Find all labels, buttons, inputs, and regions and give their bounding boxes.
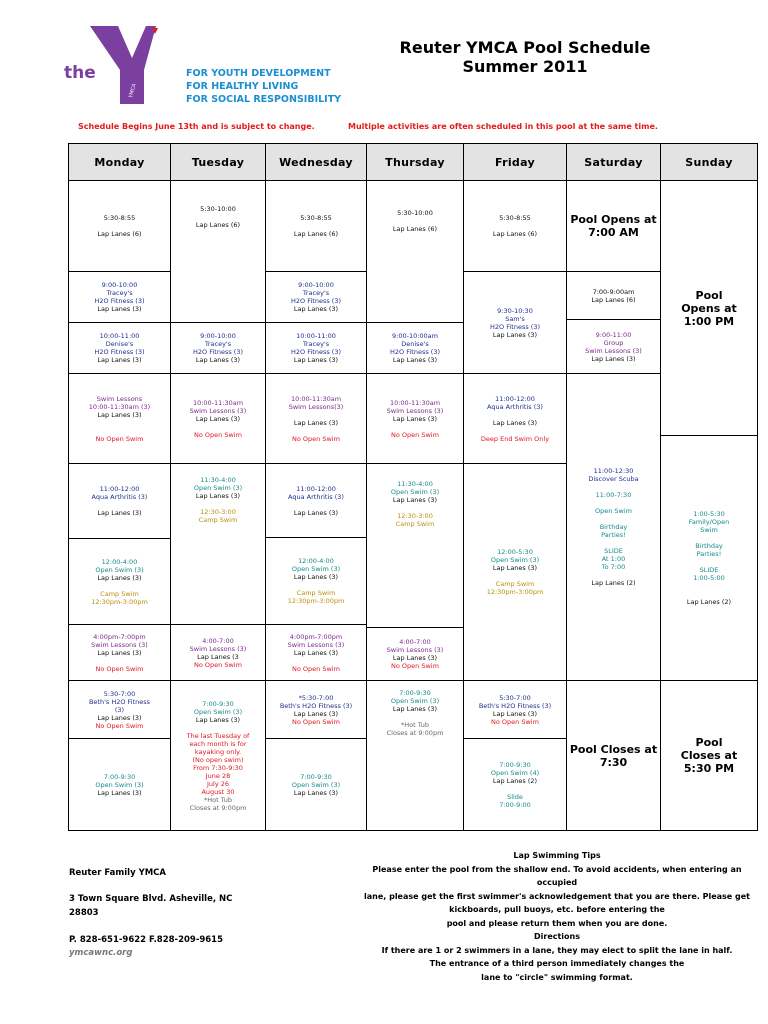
cell-line: Lap Lanes (6) — [97, 230, 142, 238]
cell-line: 1:00-5:30 — [693, 510, 725, 518]
schedule-cell — [367, 323, 464, 374]
cell-line: No Open Swim — [95, 664, 144, 673]
cell-line: Lap Lanes (3) — [392, 654, 438, 662]
cell-line: H2O Fitness (3) — [390, 348, 440, 356]
schedule-cell — [567, 272, 661, 320]
tips-line: lane to "circle" swimming format. — [481, 972, 633, 982]
schedule-cell — [567, 681, 661, 831]
cell-line: *5:30-7:00 — [298, 693, 334, 702]
cell-line: Beth's H2O Fitness — [88, 697, 151, 706]
cell-line: No Open Swim — [292, 664, 340, 673]
schedule-cell — [464, 681, 567, 739]
cell-line: Open Swim (4) — [490, 768, 540, 777]
cell-line: 7:00 AM — [588, 226, 639, 239]
cell-line: Lap Lanes (6) — [293, 230, 339, 238]
cell-line: At 1:00 — [601, 555, 626, 563]
cell-line: Beth's H2O Fitness (3) — [279, 701, 353, 710]
schedule-note: Schedule Begins June 13th and is subject to change. — [78, 122, 315, 131]
cell-line: Open Swim (3) — [95, 780, 144, 789]
cell-line: SLIDE — [699, 566, 719, 574]
cell-line: Lap Lanes (3) — [293, 709, 339, 718]
cell-line: Camp Swim — [100, 589, 139, 598]
day-header-tuesday: Tuesday — [171, 144, 266, 181]
schedule-cell — [69, 464, 171, 539]
cell-line: Open Swim (3) — [291, 565, 341, 573]
cell-line: SLIDE — [604, 547, 623, 555]
day-header-sunday: Sunday — [661, 144, 757, 181]
schedule-cell — [567, 181, 661, 272]
address-line-2: 28803 — [69, 908, 99, 918]
schedule-cell — [171, 181, 266, 323]
schedule-cell — [171, 464, 266, 625]
ymca-name: Reuter Family YMCA — [69, 868, 166, 878]
page-title — [390, 38, 660, 76]
cell-line: Birthday — [695, 542, 723, 550]
cell-line: H2O Fitness (3) — [94, 297, 145, 305]
schedule-cell — [69, 272, 171, 323]
phone-fax: P. 828-651-9622 F.828-209-9615 — [69, 935, 224, 945]
cell-line: 7:00-9:30 — [103, 772, 136, 781]
cell-line: 11:00-12:00 — [495, 394, 535, 403]
cell-line: The last Tuesday of — [186, 731, 250, 740]
schedule-cell — [266, 323, 367, 374]
cell-line: 7:00-9:00am — [592, 287, 635, 296]
cell-line: Deep End Swim Only — [480, 434, 550, 443]
schedule-cell — [367, 374, 464, 464]
cell-line: Lap Lanes (3) — [492, 418, 538, 427]
schedule-cell — [567, 374, 661, 681]
cell-line: Pool — [695, 288, 723, 302]
cell-line: Lap Lanes (3) — [591, 354, 636, 363]
cell-line: 7:30 — [599, 755, 628, 769]
cell-line: Lap Lanes (2) — [686, 598, 732, 606]
cell-line: each month is for — [189, 739, 247, 748]
cell-line: From 7:30-9:30 — [193, 763, 243, 772]
cell-line: 9:00-10:00 — [200, 332, 236, 340]
logo-word: the — [64, 63, 96, 83]
tagline-3: FOR SOCIAL RESPONSIBILITY — [186, 94, 342, 105]
cell-line: 11:00-12:00 — [99, 485, 140, 493]
cell-line: Open Swim (3) — [193, 484, 243, 492]
cell-line: Open Swim (3) — [95, 565, 144, 574]
cell-line: 10:00-11:30am — [192, 398, 244, 407]
cell-line: Pool Opens at — [570, 213, 657, 226]
cell-line: Lap Lanes (3) — [97, 788, 142, 797]
schedule-cell — [661, 436, 757, 681]
cell-line: Lap Lanes (3) — [195, 492, 241, 500]
schedule-cell — [266, 681, 367, 739]
cell-line: (No open swim) — [192, 755, 244, 764]
tips-line: Please enter the pool from the shallow end. To avoid accidents, when entering an occupied — [372, 864, 742, 887]
cell-line: 9:00-11:00 — [595, 330, 632, 339]
cell-line: No Open Swim — [491, 717, 539, 726]
cell-line: Lap Lanes (3) — [293, 418, 339, 427]
cell-line: Pool — [695, 736, 723, 749]
cell-line: 9:00-10:00 — [101, 281, 138, 289]
cell-line: Opens at — [681, 301, 737, 315]
tips-heading: Lap Swimming Tips — [513, 851, 601, 860]
cell-line: Swim Lessons (3) — [189, 406, 247, 415]
cell-line: Tracey's — [302, 289, 330, 297]
schedule-cell — [69, 625, 171, 681]
cell-line: August 30 — [201, 787, 235, 796]
cell-line: Open Swim (3) — [390, 488, 440, 496]
cell-line: 10:00-11:00 — [296, 332, 336, 340]
cell-line: Lap Lanes (3) — [392, 356, 438, 364]
schedule-cell — [171, 374, 266, 464]
cell-line: Lap Lanes (3) — [195, 414, 241, 423]
day-header-monday: Monday — [69, 144, 171, 181]
cell-line: Camp Swim — [198, 516, 238, 524]
schedule-cell — [266, 625, 367, 681]
cell-line: 4:00-7:00 — [202, 636, 234, 645]
cell-line: Lap Lanes (3) — [392, 705, 438, 713]
cell-line: Aqua Arthritis (3) — [487, 402, 543, 411]
schedule-cell — [69, 539, 171, 625]
cell-line: Camp Swim — [395, 520, 435, 528]
cell-line: Denise's — [105, 340, 134, 348]
cell-line: *Hot Tub — [401, 721, 429, 729]
cell-line: Open Swim — [594, 507, 632, 515]
cell-line: To 7:00 — [601, 563, 626, 571]
cell-line: Lap Lanes (3) — [97, 509, 142, 517]
cell-line: Tracey's — [302, 340, 330, 348]
cell-line: 4:00pm-7:00pm — [289, 632, 343, 641]
cell-line: Lap Lanes (3) — [195, 715, 241, 724]
cell-line: 5:30-7:00 — [103, 689, 136, 698]
cell-line: H2O Fitness (3) — [94, 348, 145, 356]
tips-line: kickboards, pull buoys, etc. before entering the — [449, 905, 665, 914]
cell-line: 5:30-8:55 — [300, 214, 332, 222]
cell-line: Lap Lanes (6) — [195, 221, 241, 229]
schedule-table — [68, 143, 758, 831]
cell-line: Open Swim (3) — [193, 707, 243, 716]
cell-line: 5:30-10:00 — [200, 205, 236, 213]
cell-line: Aqua Arthritis (3) — [91, 493, 148, 501]
cell-line: No Open Swim — [391, 662, 439, 670]
cell-line: 7:00-9:30 — [499, 760, 531, 769]
cell-line: Lap Lanes (3) — [392, 414, 438, 423]
cell-line: Swim Lessons(3) — [288, 402, 344, 411]
schedule-cell — [464, 464, 567, 681]
cell-line: 12:00-4:00 — [101, 557, 138, 566]
day-header-wednesday: Wednesday — [266, 144, 367, 181]
schedule-cell — [464, 374, 567, 464]
cell-line: Lap Lanes (3) — [492, 564, 538, 572]
cell-line: Lap Lanes (3) — [97, 573, 142, 582]
cell-line: 5:30-10:00 — [397, 209, 433, 217]
cell-line: Pool Closes at — [569, 742, 658, 756]
cell-line: 11:30-4:00 — [397, 480, 433, 488]
cell-line: 4:00pm-7:00pm — [93, 632, 146, 641]
cell-line: Closes at 9:00pm — [189, 803, 247, 812]
cell-line: Swim Lessons (3) — [585, 346, 642, 355]
cell-line: Tracey's — [106, 289, 133, 297]
tips-line: pool and please return them when you are done. — [446, 918, 668, 928]
title-line-1: Reuter YMCA Pool Schedule — [399, 38, 651, 57]
cell-line: 12:30pm-3:00pm — [287, 597, 345, 605]
schedule-cell — [171, 625, 266, 681]
cell-line: Lap Lanes (3) — [293, 573, 339, 581]
schedule-cell — [464, 739, 567, 831]
cell-line: 11:00-12:30 — [593, 467, 634, 475]
cell-line: Lap Lanes (3) — [97, 713, 142, 722]
cell-line: No Open Swim — [194, 660, 242, 669]
cell-line: Open Swim (3) — [490, 556, 540, 564]
cell-line: Lap Lanes (3) — [293, 648, 339, 657]
cell-line: 11:00-7:30 — [595, 491, 632, 499]
schedule-cell — [567, 320, 661, 374]
cell-line: Lap Lanes (3) — [195, 356, 241, 364]
cell-line: Lap Lanes (6) — [492, 230, 538, 238]
cell-line: H2O Fitness (3) — [291, 348, 341, 356]
cell-line: 10:00-11:30am (3) — [88, 402, 151, 411]
address-line-1: 3 Town Square Blvd. Asheville, NC — [69, 894, 233, 904]
cell-line: 11:30-4:00 — [200, 476, 236, 484]
cell-line: Lap Lanes (3 — [197, 652, 239, 661]
cell-line: 7:00-9:00 — [499, 800, 531, 809]
cell-line: Lap Lanes (3) — [293, 305, 339, 313]
cell-line: No Open Swim — [292, 717, 340, 726]
cell-line: Lap Lanes (2) — [492, 776, 538, 785]
cell-line: 12:30pm-3:00pm — [486, 588, 544, 596]
schedule-cell — [661, 681, 757, 831]
cell-line: Parties! — [601, 531, 626, 539]
cell-line: 10:00-11:30am — [389, 398, 441, 407]
cell-line: H2O Fitness (3) — [490, 322, 540, 331]
cell-line: Closes at 9:00pm — [386, 729, 444, 737]
schedule-cell — [69, 374, 171, 464]
schedule-cell — [266, 739, 367, 831]
cell-line: Lap Lanes (3) — [97, 648, 142, 657]
cell-line: 12:00-5:30 — [497, 548, 533, 556]
cell-line: *Hot Tub — [204, 795, 232, 804]
cell-line: Parties! — [696, 550, 722, 558]
cell-line: No Open Swim — [194, 430, 242, 439]
schedule-cell — [367, 681, 464, 831]
schedule-cell — [464, 181, 567, 272]
day-header-friday: Friday — [464, 144, 567, 181]
cell-line: Lap Lanes (6) — [591, 295, 636, 304]
cell-line: Group — [603, 338, 624, 347]
cell-line: 7:00-9:30 — [399, 689, 431, 697]
schedule-cell — [69, 739, 171, 831]
cell-line: Swim Lessons (3) — [386, 646, 444, 654]
cell-line: Lap Lanes (6) — [392, 225, 438, 233]
schedule-cell — [171, 323, 266, 374]
cell-line: H2O Fitness (3) — [291, 297, 341, 305]
cell-line: H2O Fitness (3) — [193, 348, 243, 356]
cell-line: Swim Lessons (3) — [91, 640, 148, 649]
cell-line: 7:00-9:30 — [300, 772, 332, 781]
cell-line: Beth's H2O Fitness (3) — [478, 701, 552, 710]
tagline-1: FOR YOUTH DEVELOPMENT — [186, 68, 331, 79]
cell-line: Lap Lanes (3) — [392, 496, 438, 504]
cell-line: Lap Lanes (3) — [492, 709, 538, 718]
cell-line: Denise's — [401, 340, 429, 348]
cell-line: No Open Swim — [292, 434, 340, 443]
cell-line: 11:00-12:00 — [296, 484, 336, 493]
lap-swimming-tips — [352, 849, 762, 984]
cell-line: Family/Open — [688, 518, 730, 526]
website-link[interactable]: ymcawnc.org — [69, 948, 133, 958]
cell-line: 5:30-8:55 — [499, 214, 531, 222]
cell-line: kayaking only. — [194, 747, 242, 756]
schedule-cell — [367, 628, 464, 681]
cell-line: 9:30-10:30 — [497, 306, 533, 315]
cell-line: Swim Lessons (3) — [287, 640, 345, 649]
cell-line: 4:00-7:00 — [399, 638, 431, 646]
cell-line: 12:00-4:00 — [298, 557, 334, 565]
cell-line: July 26 — [206, 779, 230, 788]
cell-line: 10:00-11:30am — [290, 394, 342, 403]
schedule-cell — [266, 272, 367, 323]
cell-line: Open Swim (3) — [291, 780, 341, 789]
cell-line: Sam's — [505, 314, 525, 323]
cell-line: Slide — [507, 792, 523, 801]
cell-line: June 28 — [205, 771, 231, 780]
schedule-cell — [661, 181, 757, 436]
cell-line: 10:00-11:00 — [99, 332, 140, 340]
cell-line: Lap Lanes (2) — [591, 579, 636, 587]
schedule-cell — [171, 681, 266, 831]
tagline-2: FOR HEALTHY LIVING — [186, 81, 299, 92]
schedule-cell — [464, 272, 567, 374]
cell-line: Lap Lanes (3) — [293, 356, 339, 364]
cell-line: 12:30pm-3:00pm — [91, 597, 148, 606]
title-line-2: Summer 2011 — [462, 57, 588, 76]
schedule-cell — [367, 464, 464, 628]
cell-line: 7:00-9:30 — [202, 699, 234, 708]
cell-line: Tracey's — [204, 340, 232, 348]
cell-line: Aqua Arthritis (3) — [288, 492, 344, 501]
cell-line: Swim Lessons (3) — [189, 644, 247, 653]
cell-line: 5:30-7:00 — [499, 693, 531, 702]
schedule-cell — [266, 464, 367, 538]
schedule-cell — [69, 681, 171, 739]
multiple-activities-note: Multiple activities are often scheduled in this pool at the same time. — [348, 122, 658, 131]
cell-line: (3) — [114, 705, 125, 714]
cell-line: Lap Lanes (3) — [97, 305, 142, 313]
cell-line: 5:30-8:55 — [103, 214, 136, 222]
cell-line: 1:00-5:00 — [693, 574, 725, 582]
cell-line: Swim Lessons (3) — [386, 406, 444, 415]
schedule-cell — [69, 323, 171, 374]
tips-line: The entrance of a third person immediately changes the — [429, 959, 685, 968]
cell-line: 12:30-3:00 — [200, 508, 236, 516]
schedule-cell — [266, 374, 367, 464]
directions-heading: Directions — [533, 932, 580, 941]
cell-line: Lap Lanes (3) — [293, 508, 339, 517]
cell-line: Swim Lessons — [96, 394, 143, 403]
cell-line: Lap Lanes (3) — [492, 330, 538, 339]
cell-line: 12:30-3:00 — [397, 512, 433, 520]
cell-line: 1:00 PM — [683, 314, 735, 328]
cell-line: Lap Lanes (3) — [293, 788, 339, 797]
cell-line: 9:00-10:00am — [392, 332, 438, 340]
cell-line: 5:30 PM — [683, 762, 735, 775]
schedule-cell — [266, 538, 367, 625]
cell-line: Closes at — [680, 749, 738, 762]
tips-line: lane, please get the first swimmer's acknowledgement that you are there. Please get — [364, 891, 750, 901]
cell-line: Swim — [700, 526, 718, 534]
cell-line: Open Swim (3) — [390, 697, 440, 705]
schedule-cell — [69, 181, 171, 272]
cell-line: Discover Scuba — [588, 475, 639, 483]
cell-line: No Open Swim — [95, 721, 144, 730]
cell-line: Birthday — [599, 523, 628, 531]
cell-line: 9:00-10:00 — [298, 281, 334, 289]
logo-sub: YMCA — [128, 83, 138, 99]
tips-line: If there are 1 or 2 swimmers in a lane, they may elect to split the lane in half. — [381, 945, 733, 955]
day-header-saturday: Saturday — [567, 144, 661, 181]
cell-line: Camp Swim — [495, 580, 535, 588]
day-header-thursday: Thursday — [367, 144, 464, 181]
cell-line: Lap Lanes (3) — [97, 356, 142, 364]
schedule-cell — [266, 181, 367, 272]
cell-line: No Open Swim — [391, 430, 439, 439]
cell-line: No Open Swim — [95, 434, 144, 443]
schedule-cell — [367, 181, 464, 323]
cell-line: Camp Swim — [296, 589, 336, 597]
cell-line: Lap Lanes (3) — [97, 410, 142, 419]
